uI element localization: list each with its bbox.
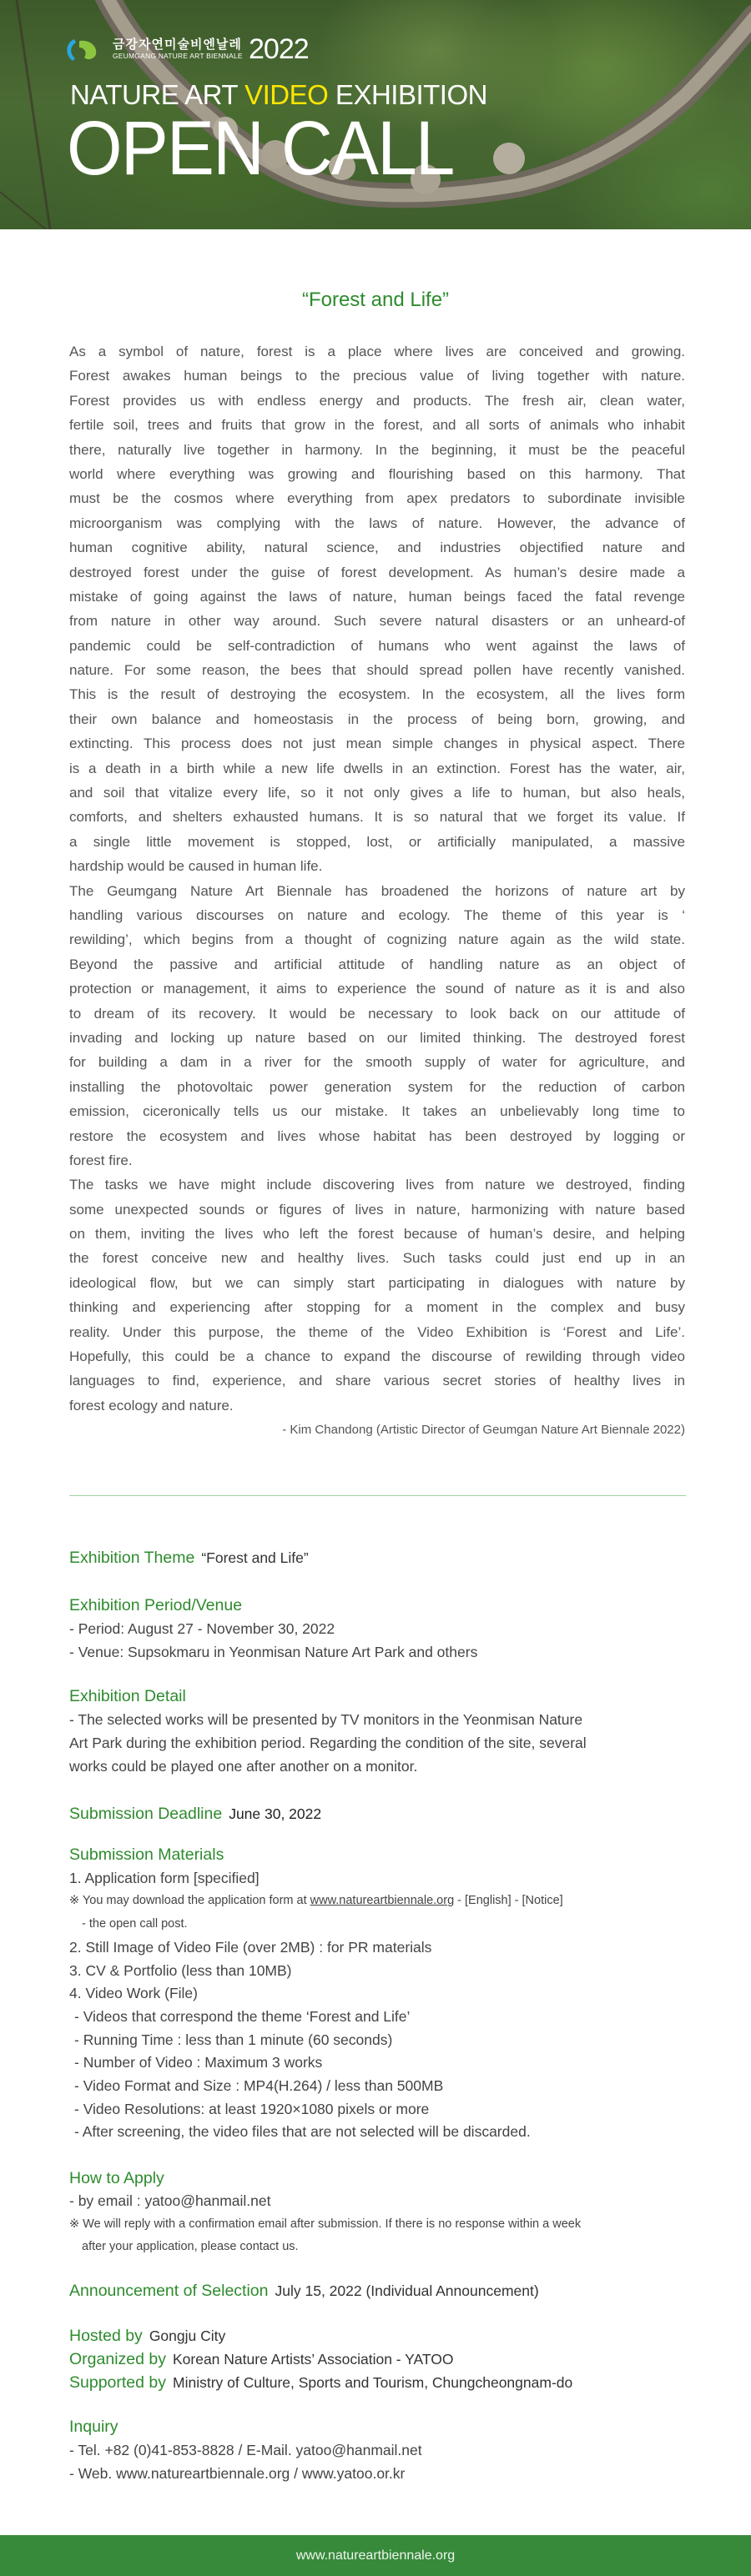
essay-title: “Forest and Life” [301, 289, 450, 311]
apply-email: - by email : yatoo@hanmail.net [69, 2192, 271, 2210]
credits [69, 2324, 572, 2394]
inquiry [69, 2415, 422, 2485]
essay-line: protection or management, it aims to experience the sound of nature as it is and also [69, 981, 685, 997]
venue-line: - Venue: Supsokmaru in Yeonmisan Nature Art Park and others [69, 1644, 478, 1660]
essay-line: and soil that vitalize every life, so it not only gives a life to human, but also heals, [69, 785, 685, 801]
essay-line: mistake of going against the laws of nature, human beings faced the fatal revenge [69, 588, 685, 605]
essay-line: invading and locking up nature based on our limited thinking. The destroyed forest [69, 1029, 685, 1046]
logo-year: 2022 [249, 33, 309, 65]
how-to-apply [69, 2167, 581, 2259]
deadline-value: June 30, 2022 [229, 1805, 322, 1822]
essay-line: ideological flow, but we can simply start participating in dialogues with nature by [69, 1274, 685, 1291]
hero-banner [0, 0, 751, 229]
essay-line: from nature in other way around. Such severe natural disasters or an unheard-of [69, 613, 685, 630]
organized-by [69, 2348, 572, 2371]
download-note [69, 1890, 563, 1913]
exhibition-detail [69, 1685, 587, 1778]
footer [0, 2535, 751, 2576]
announcement-of-selection [69, 2279, 539, 2302]
inquiry-heading: Inquiry [69, 2418, 118, 2436]
essay-line: fertile soil, trees and fruits that grow in the forest, and all sorts of animals who inhabit [69, 417, 685, 434]
exhibition-period-venue [69, 1594, 477, 1664]
hosted-by [69, 2324, 572, 2348]
video-requirement: - Number of Video : Maximum 3 works [74, 2054, 323, 2071]
essay-line: comforts, and shelters exhausted humans. It is so natural that we forget its value. If [69, 809, 685, 826]
essay-line: installing the photovoltaic power generation system for the reduction of carbon [69, 1078, 685, 1095]
announcement-value: July 15, 2022 (Individual Announcement) [275, 2282, 539, 2299]
materials-item: 4. Video Work (File) [69, 1985, 198, 2002]
supported-label: Supported by [69, 2373, 167, 2392]
video-requirement: - After screening, the video files that are not selected will be discarded. [74, 2123, 531, 2141]
inquiry-contact: - Tel. +82 (0)41-853-8828 / E-Mail. yatoo@hanmail.net [69, 2442, 422, 2458]
video-requirement: - Video Format and Size : MP4(H.264) / less than 500MB [74, 2077, 444, 2095]
essay-line: rewilding’, which begins from a thought of cognizing nature again as the wild state. [69, 931, 685, 948]
logo-korean-name: 금강자연미술비엔날레 [113, 38, 242, 52]
essay-line: must be the cosmos where everything from apex predators to subordinate invisible [69, 490, 685, 507]
period-venue-heading: Exhibition Period/Venue [69, 1596, 243, 1614]
theme-value: “Forest and Life” [201, 1549, 309, 1566]
organized-value: Korean Nature Artists’ Association - YATOO [172, 2351, 454, 2368]
apply-heading: How to Apply [69, 2169, 164, 2187]
essay-line: hardship would be caused in human life. [69, 858, 323, 875]
announcement-label: Announcement of Selection [69, 2282, 269, 2300]
essay-line: reality. Under this purpose, the theme of the Video Exhibition is ‘Forest and Life’. [69, 1323, 685, 1340]
essay-line: destroyed forest under the guise of forest development. As human’s desire made a [69, 564, 685, 580]
deadline-label: Submission Deadline [69, 1805, 223, 1823]
essay-paragraph [69, 339, 685, 879]
subtitle-post: EXHIBITION [328, 79, 487, 110]
essay-line: restore the ecosystem and lives whose habitat has been destroyed by logging or [69, 1127, 685, 1144]
essay-line: Hopefully, this could be a chance to expand the discourse of rewilding through video [69, 1348, 685, 1365]
essay-line: pandemic could be self-contradiction of humans who went against the laws of [69, 637, 685, 654]
essay-line: nature. For some reason, the bees that should spread pollen have recently vanished. [69, 662, 685, 679]
essay-line: for building a dam in a river for the smooth supply of water for agriculture, and [69, 1054, 685, 1071]
essay-line: world where everything was growing and flourishing based on this harmony. That [69, 465, 685, 482]
essay-line: to dream of its recovery. It would be necessary to look back on our attitude of [69, 1005, 685, 1022]
essay-line: forest ecology and nature. [69, 1397, 234, 1414]
essay-line: on them, inviting the lives who left the forest because of human’s desire, and helping [69, 1226, 685, 1243]
essay-line: languages to find, experience, and share various secret stories of healthy lives in [69, 1373, 685, 1389]
essay-line: the forest conceive new and healthy lives. Such tasks could just end up in an [69, 1250, 685, 1267]
essay-line: some unexpected sounds or figures of lives in nature, harmonizing with nature based [69, 1201, 685, 1218]
supported-value: Ministry of Culture, Sports and Tourism, Chungcheongnam-do [173, 2374, 573, 2391]
essay-line: emission, ciceronically tells us our mistake. It takes an unbelievably long time to [69, 1103, 685, 1120]
essay-line: human cognitive ability, natural science, and industries objectified nature and [69, 540, 685, 556]
supported-by [69, 2371, 572, 2394]
essay-line: As a symbol of nature, forest is a place where lives are conceived and growing. [69, 344, 685, 359]
submission-deadline [69, 1802, 321, 1825]
video-requirement: - Running Time : less than 1 minute (60 seconds) [74, 2031, 393, 2048]
submission-materials [69, 1844, 563, 2144]
essay-line: microorganism was complying with the laws of nature. However, the advance of [69, 515, 685, 531]
exhibition-theme [69, 1546, 309, 1569]
essay-body [69, 339, 685, 1418]
detail-line: - The selected works will be presented by TV monitors in the Yeonmisan Nature [69, 1711, 583, 1728]
essay-paragraph [69, 879, 685, 1173]
materials-heading: Submission Materials [69, 1845, 224, 1864]
note-suffix: - [English] - [Notice] [454, 1894, 563, 1908]
logo-english-name: GEUMGANG NATURE ART BIENNALE [113, 52, 243, 60]
essay-line: Forest awakes human beings to the precious value of living together with nature. [69, 368, 685, 384]
essay-line: forest fire. [69, 1152, 133, 1168]
materials-item: 3. CV & Portfolio (less than 10MB) [69, 1961, 292, 1979]
essay-line: Beyond the passive and artificial attitude of handling nature as an object of [69, 956, 685, 972]
subtitle-highlight: VIDEO [244, 79, 329, 110]
essay-line: their own balance and homeostasis in the process of being born, growing, and [69, 711, 685, 727]
essay-line: The tasks we have might include discovering lives from nature we destroyed, finding [69, 1177, 685, 1193]
period-line: - Period: August 27 - November 30, 2022 [69, 1620, 335, 1637]
materials-item: 2. Still Image of Video File (over 2MB) : for PR materials [69, 1938, 432, 1956]
detail-heading: Exhibition Detail [69, 1687, 186, 1705]
detail-line: works could be played one after another on a monitor. [69, 1758, 418, 1775]
essay-line: is a death in a birth while a new life dwells in an extinction. Forest has the water, air, [69, 760, 685, 776]
essay-line: handling various discourses on nature and ecology. The theme of this year is ‘ [69, 906, 685, 923]
apply-note: ※ We will reply with a confirmation email after submission. If there is no response within a week [69, 2217, 582, 2231]
biennale-logo [63, 33, 309, 65]
subtitle-pre: NATURE ART [70, 79, 245, 110]
biennale-website-link[interactable]: www.natureartbiennale.org [310, 1894, 455, 1908]
note-prefix: ※ You may download the application form at [69, 1894, 310, 1908]
inquiry-web: - Web. www.natureartbiennale.org / www.yatoo.or.kr [69, 2465, 406, 2482]
hosted-value: Gongju City [149, 2327, 226, 2344]
essay-line: a single little movement is stopped, lost, or artificially manipulated, a massive [69, 833, 685, 850]
section-divider [69, 1495, 686, 1496]
apply-note-continued: after your application, please contact us. [82, 2240, 299, 2254]
essay-line: This is the result of destroying the ecosystem. In the ecosystem, all the lives form [69, 686, 685, 703]
download-note-continued: - the open call post. [82, 1917, 188, 1931]
organized-label: Organized by [69, 2350, 166, 2368]
theme-label: Exhibition Theme [69, 1549, 195, 1567]
headline: OPEN CALL [67, 106, 454, 191]
biennale-logo-icon [63, 38, 99, 63]
essay-paragraph [69, 1173, 685, 1418]
detail-line: Art Park during the exhibition period. Regarding the condition of the site, several [69, 1735, 587, 1751]
essay-line: thinking and experiencing after stopping for a moment in the complex and busy [69, 1299, 685, 1316]
hosted-label: Hosted by [69, 2327, 143, 2345]
essay-line: extincting. This process does not just mean simple changes in physical aspect. There [69, 736, 685, 752]
essay-line: Forest provides us with endless energy and products. The fresh air, clean water, [69, 392, 685, 409]
materials-item: 1. Application form [specified] [69, 1869, 260, 1886]
video-requirement: - Video Resolutions: at least 1920×1080 pixels or more [74, 2100, 430, 2117]
essay-signature: - Kim Chandong (Artistic Director of Geumgan Nature Art Biennale 2022) [282, 1423, 685, 1437]
essay-line: The Geumgang Nature Art Biennale has broadened the horizons of nature art by [69, 882, 685, 899]
footer-website-link[interactable]: www.natureartbiennale.org [295, 2548, 456, 2563]
essay-line: there, naturally live together in harmony. In the beginning, it must be the peaceful [69, 441, 685, 458]
video-requirement: - Videos that correspond the theme ‘Forest and Life’ [74, 2007, 411, 2025]
